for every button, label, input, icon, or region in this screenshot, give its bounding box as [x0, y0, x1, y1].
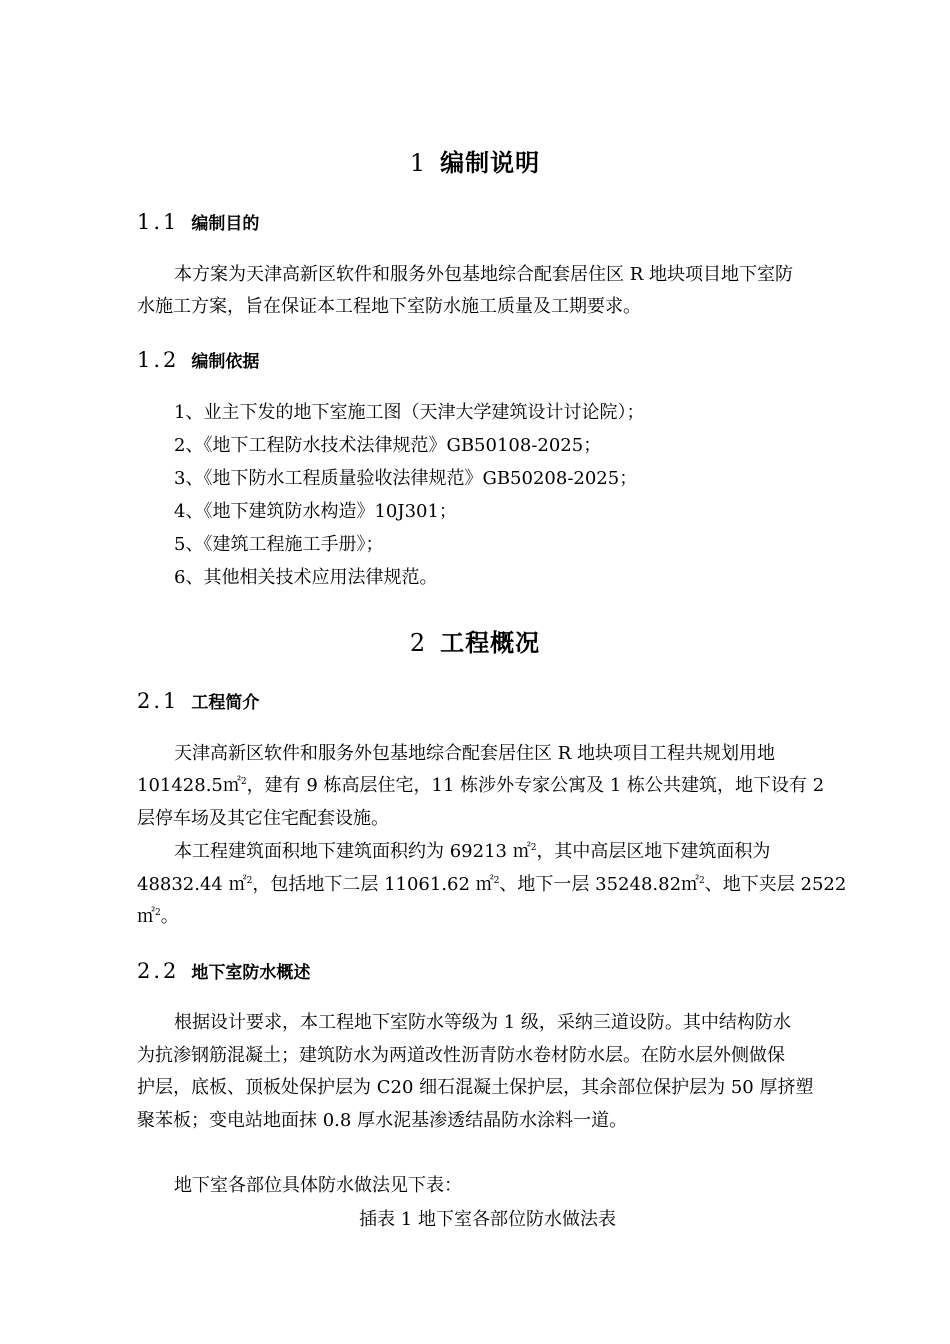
chapter-1-title: 编制说明	[440, 148, 541, 177]
list-item: 6、其他相关技术应用法律规范。	[174, 567, 438, 588]
section-1-2-heading	[137, 347, 259, 372]
section-2-1-heading	[137, 688, 259, 713]
list-item: 3、《地下防水工程质量验收法律规范》GB50208-2025；	[174, 468, 638, 489]
paragraph-line: 天津高新区软件和服务外包基地综合配套居住区 R 地块项目工程共规划用地	[174, 743, 775, 764]
paragraph-line: ㎡$^2$。	[137, 906, 179, 927]
section-2-2-number: 2.2	[137, 959, 180, 983]
paragraph-line: 101428.5㎡$^2$，建有 9 栋高层住宅，11 栋涉外专家公寓及 1 栋公共建筑，地下设有 2	[137, 775, 825, 796]
paragraph-line: 48832.44 ㎡$^2$，包括地下二层 11061.62 ㎡$^2$、地下一层 35248.82㎡$^2$、地下夹层 2522	[137, 874, 847, 895]
list-item: 1、业主下发的地下室施工图（天津大学建筑设计讨论院）；	[174, 402, 645, 423]
chapter-2-title: 工程概况	[440, 628, 541, 657]
section-1-2-title: 编制依据	[191, 352, 260, 372]
chapter-2-heading	[0, 623, 950, 658]
chapter-2-number: 2	[409, 629, 427, 657]
paragraph-line: 根据设计要求，本工程地下室防水等级为 1 级，采纳三道设防。其中结构防水	[174, 1012, 791, 1033]
section-1-1-heading	[137, 209, 259, 234]
section-1-1-title: 编制目的	[191, 214, 260, 234]
list-item: 4、《地下建筑防水构造》10J301；	[174, 501, 457, 522]
list-item: 5、《建筑工程施工手册》；	[174, 534, 384, 555]
section-2-2-title: 地下室防水概述	[191, 963, 311, 983]
paragraph-line: 本工程建筑面积地下建筑面积约为 69213 ㎡$^2$，其中高层区地下建筑面积为	[174, 841, 771, 862]
paragraph-line: 聚苯板；变电站地面抹 0.8 厚水泥基渗透结晶防水涂料一道。	[137, 1110, 628, 1131]
paragraph-line: 本方案为天津高新区软件和服务外包基地综合配套居住区 R 地块项目地下室防	[174, 264, 793, 285]
paragraph-line: 层停车场及其它住宅配套设施。	[137, 808, 389, 829]
section-1-2-number: 1.2	[137, 348, 180, 372]
table-caption: 插表 1 地下室各部位防水做法表	[359, 1209, 616, 1230]
section-1-1-number: 1.1	[137, 210, 180, 234]
chapter-1-heading	[0, 143, 950, 178]
paragraph-line: 护层，底板、顶板处保护层为 C20 细石混凝土保护层，其余部位保护层为 50 厚挤塑	[137, 1077, 814, 1098]
paragraph-line: 为抗渗钢筋混凝土；建筑防水为两道改性沥青防水卷材防水层。在防水层外侧做保	[137, 1045, 785, 1066]
list-item: 2、《地下工程防水技术法律规范》GB50108-2025；	[174, 435, 602, 456]
table-intro: 地下室各部位具体防水做法见下表：	[174, 1175, 462, 1196]
section-2-1-number: 2.1	[137, 689, 180, 713]
paragraph-line: 水施工方案，旨在保证本工程地下室防水施工质量及工期要求。	[137, 296, 641, 317]
chapter-1-number: 1	[409, 149, 427, 177]
section-2-1-title: 工程简介	[191, 693, 260, 713]
section-2-2-heading	[137, 958, 310, 983]
